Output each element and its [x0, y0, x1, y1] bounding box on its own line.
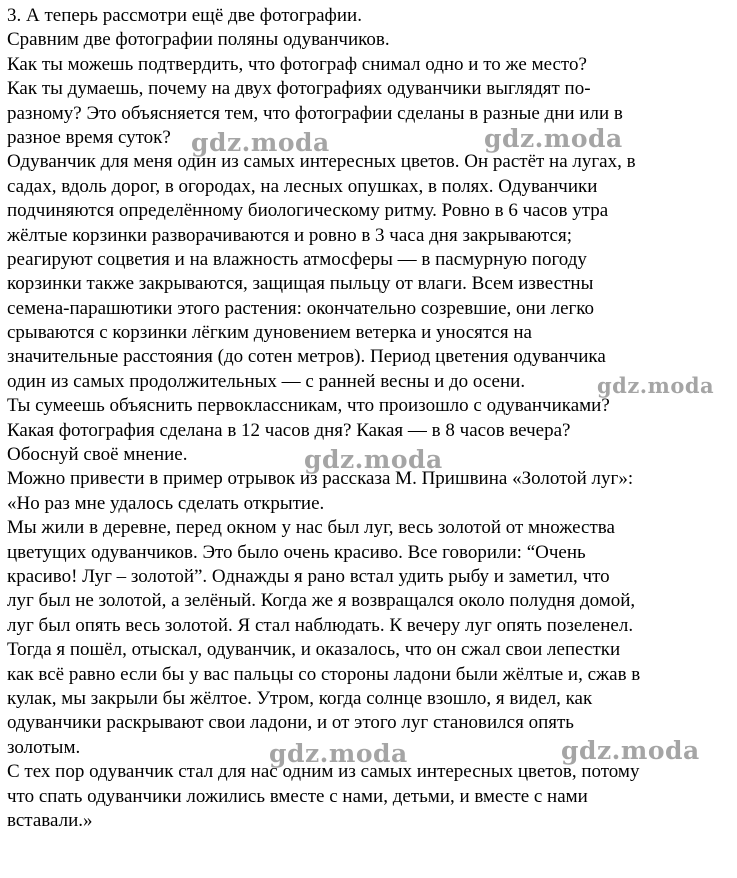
watermark-2: gdz.moda [484, 124, 623, 153]
document-body [7, 4, 735, 833]
text-line-18: Какая фотография сделана в 12 часов дня? Какая — в 8 часов вечера? [7, 419, 571, 441]
text-line-26: луг был опять весь золотой. Я стал наблюдать. К вечеру луг опять позеленел. [7, 614, 634, 636]
text-line-14: срываются с корзинки лёгким дуновением ветерка и уносятся на [7, 322, 532, 344]
text-line-34: вставали.» [7, 809, 93, 831]
text-line-16: один из самых продолжительных — с ранней весны и до осени. [7, 370, 526, 392]
text-line-28: как всё равно если бы у вас пальцы со стороны ладони были жёлтые и, сжав в [7, 663, 641, 685]
text-line-1: 3. А теперь рассмотри ещё две фотографии. [7, 5, 362, 26]
text-line-8: садах, вдоль дорог, в огородах, на лесных опушках, в полях. Одуванчики [7, 175, 598, 197]
text-line-20: Можно привести в пример отрывок из рассказа М. Пришвина «Золотой луг»: [7, 468, 634, 490]
watermark-4: gdz.moda [304, 445, 443, 474]
text-line-30: одуванчики раскрывают свои ладони, и от этого луг становился опять [7, 712, 574, 734]
text-line-4: Как ты думаешь, почему на двух фотографиях одуванчики выглядят по- [7, 78, 591, 100]
watermark-6: gdz.moda [561, 736, 700, 765]
text-line-3: Как ты можешь подтвердить, что фотограф снимал одно и то же место? [7, 53, 587, 75]
text-line-5: разному? Это объясняется тем, что фотографии сделаны в разные дни или в [7, 102, 623, 124]
text-line-19: Обоснуй своё мнение. [7, 444, 188, 466]
text-line-24: красиво! Луг – золотой”. Однажды я рано встал удить рыбу и заметил, что [7, 565, 610, 587]
text-line-11: реагируют соцветия и на влажность атмосферы — в пасмурную погоду [7, 248, 587, 270]
text-line-25: луг был не золотой, а зелёный. Когда же я возвращался около полудня домой, [7, 590, 636, 612]
text-line-31: золотым. [7, 736, 81, 758]
watermark-1: gdz.moda [191, 128, 330, 157]
text-line-9: подчиняются определённому биологическому ритму. Ровно в 6 часов утра [7, 200, 609, 222]
watermark-5: gdz.moda [269, 739, 408, 768]
text-line-33: что спать одуванчики ложились вместе с нами, детьми, и вместе с нами [7, 785, 588, 807]
text-line-27: Тогда я пошёл, отыскал, одуванчик, и оказалось, что он сжал свои лепестки [7, 639, 621, 661]
text-line-7: Одуванчик для меня один из самых интересных цветов. Он растёт на лугах, в [7, 151, 636, 173]
text-line-12: корзинки также закрываются, защищая пыльцу от влаги. Всем известны [7, 273, 594, 295]
text-line-6: разное время суток? [7, 126, 171, 148]
text-line-32: С тех пор одуванчик стал для нас одним из самых интересных цветов, потому [7, 761, 640, 783]
text-line-17: Ты сумеешь объяснить первоклассникам, что произошло с одуванчиками? [7, 395, 610, 417]
watermark-3: gdz.moda [597, 373, 715, 398]
text-line-22: Мы жили в деревне, перед окном у нас был луг, весь золотой от множества [7, 517, 615, 539]
text-line-15: значительные расстояния (до сотен метров). Период цветения одуванчика [7, 346, 606, 368]
text-line-13: семена-парашютики этого растения: окончательно созревшие, они легко [7, 297, 595, 319]
text-line-10: жёлтые корзинки разворачиваются и ровно в 3 часа дня закрываются; [7, 224, 572, 246]
text-line-23: цветущих одуванчиков. Это было очень красиво. Все говорили: “Очень [7, 541, 586, 563]
text-line-2: Сравним две фотографии поляны одуванчиков. [7, 29, 390, 51]
text-line-21: «Но раз мне удалось сделать открытие. [7, 492, 325, 514]
text-line-29: кулак, мы закрыли бы жёлтое. Утром, когда солнце взошло, я видел, как [7, 687, 593, 709]
